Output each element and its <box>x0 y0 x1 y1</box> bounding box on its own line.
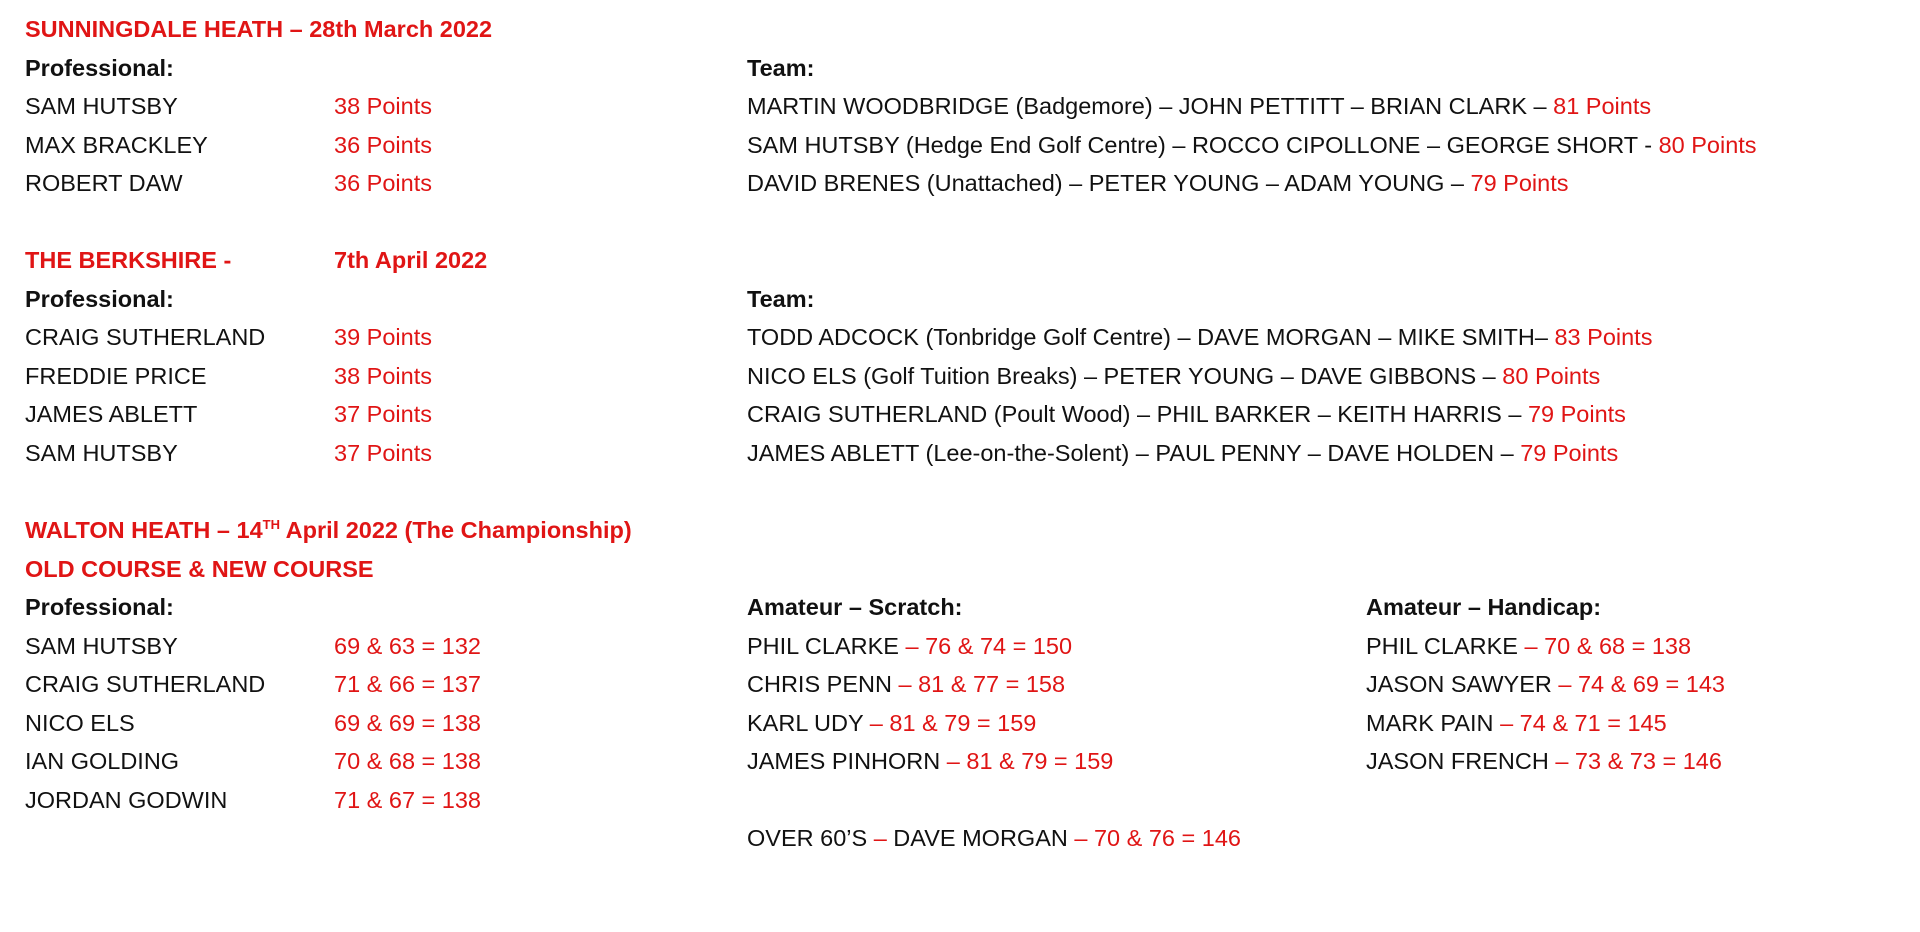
pro-score: 38 Points <box>334 363 432 389</box>
sunningdale-team-heading: Team: <box>747 55 815 81</box>
over60-entry <box>747 823 1241 853</box>
walton-title-sup: TH <box>262 517 280 532</box>
team-entry <box>747 91 1651 121</box>
pro-name: IAN GOLDING <box>25 748 180 774</box>
pro-name: NICO ELS <box>25 710 135 736</box>
team-members: JAMES ABLETT (Lee-on-the-Solent) – PAUL PENNY – DAVE HOLDEN – <box>747 440 1521 466</box>
pro-name: ROBERT DAW <box>25 170 183 196</box>
pro-score: 69 & 69 = 138 <box>334 710 482 736</box>
scratch-name: PHIL CLARKE <box>747 633 906 659</box>
scratch-entry <box>747 669 1065 699</box>
over60-score: – 70 & 76 = 146 <box>1074 825 1241 851</box>
handicap-entry <box>1366 631 1691 661</box>
pro-score: 36 Points <box>334 132 432 158</box>
handicap-name: JASON SAWYER <box>1366 671 1559 697</box>
scratch-entry <box>747 708 1036 738</box>
team-members: TODD ADCOCK (Tonbridge Golf Centre) – DAVE MORGAN – MIKE SMITH– <box>747 324 1555 350</box>
sunningdale-pro-heading: Professional: <box>25 55 174 81</box>
walton-title-pre: WALTON HEATH – 14 <box>25 517 263 543</box>
berkshire-date: 7th April 2022 <box>334 247 488 273</box>
handicap-entry <box>1366 746 1722 776</box>
handicap-score: – 74 & 71 = 145 <box>1500 710 1667 736</box>
pro-name: MAX BRACKLEY <box>25 132 208 158</box>
pro-name: SAM HUTSBY <box>25 440 178 466</box>
pro-score: 39 Points <box>334 324 432 350</box>
team-score: 79 Points <box>1527 401 1626 427</box>
team-members: CRAIG SUTHERLAND (Poult Wood) – PHIL BARKER – KEITH HARRIS – <box>747 401 1528 427</box>
berkshire-title: THE BERKSHIRE - <box>25 247 232 273</box>
over60-dash: – <box>873 825 887 851</box>
walton-title-post: April 2022 (The Championship) <box>279 517 632 543</box>
berkshire-pro-heading: Professional: <box>25 286 174 312</box>
pro-score: 38 Points <box>334 93 432 119</box>
team-score: 80 Points <box>1658 132 1757 158</box>
pro-score: 36 Points <box>334 170 432 196</box>
handicap-score: – 74 & 69 = 143 <box>1558 671 1725 697</box>
team-entry <box>747 130 1757 160</box>
pro-score: 37 Points <box>334 401 432 427</box>
team-score: 83 Points <box>1554 324 1653 350</box>
handicap-score: – 70 & 68 = 138 <box>1524 633 1692 659</box>
team-score: 79 Points <box>1470 170 1569 196</box>
team-entry <box>747 168 1569 198</box>
team-members: NICO ELS (Golf Tuition Breaks) – PETER YOUNG – DAVE GIBBONS – <box>747 363 1503 389</box>
walton-pro-heading: Professional: <box>25 594 174 620</box>
pro-name: CRAIG SUTHERLAND <box>25 671 266 697</box>
berkshire-team-heading: Team: <box>747 286 815 312</box>
pro-score: 71 & 67 = 138 <box>334 787 482 813</box>
team-members: DAVID BRENES (Unattached) – PETER YOUNG – ADAM YOUNG – <box>747 170 1471 196</box>
team-entry <box>747 322 1652 352</box>
scratch-name: CHRIS PENN <box>747 671 899 697</box>
scratch-score: – 76 & 74 = 150 <box>905 633 1073 659</box>
team-members: SAM HUTSBY (Hedge End Golf Centre) – ROCCO CIPOLLONE – GEORGE SHORT - <box>747 132 1659 158</box>
walton-title <box>25 515 632 545</box>
over60-label: OVER 60’S <box>747 825 874 851</box>
pro-score: 70 & 68 = 138 <box>334 748 482 774</box>
pro-name: CRAIG SUTHERLAND <box>25 324 266 350</box>
walton-subtitle: OLD COURSE & NEW COURSE <box>25 556 374 582</box>
pro-name: JAMES ABLETT <box>25 401 198 427</box>
pro-name: SAM HUTSBY <box>25 93 178 119</box>
scratch-name: JAMES PINHORN <box>747 748 947 774</box>
handicap-name: MARK PAIN <box>1366 710 1501 736</box>
pro-name: FREDDIE PRICE <box>25 363 207 389</box>
pro-score: 69 & 63 = 132 <box>334 633 482 659</box>
handicap-score: – 73 & 73 = 146 <box>1555 748 1722 774</box>
pro-name: JORDAN GODWIN <box>25 787 228 813</box>
over60-name: DAVE MORGAN <box>886 825 1075 851</box>
pro-name: SAM HUTSBY <box>25 633 178 659</box>
pro-score: 71 & 66 = 137 <box>334 671 482 697</box>
sunningdale-title: SUNNINGDALE HEATH – 28th March 2022 <box>25 16 493 42</box>
team-score: 79 Points <box>1520 440 1619 466</box>
handicap-name: PHIL CLARKE <box>1366 633 1525 659</box>
scratch-score: – 81 & 77 = 158 <box>898 671 1066 697</box>
team-score: 80 Points <box>1502 363 1601 389</box>
team-entry <box>747 361 1600 391</box>
pro-score: 37 Points <box>334 440 432 466</box>
team-entry <box>747 438 1618 468</box>
scratch-entry <box>747 631 1072 661</box>
handicap-entry <box>1366 669 1725 699</box>
team-members: MARTIN WOODBRIDGE (Badgemore) – JOHN PETTITT – BRIAN CLARK – <box>747 93 1554 119</box>
team-entry <box>747 399 1626 429</box>
scratch-score: – 81 & 79 = 159 <box>869 710 1037 736</box>
scratch-name: KARL UDY <box>747 710 870 736</box>
scratch-entry <box>747 746 1113 776</box>
handicap-name: JASON FRENCH <box>1366 748 1556 774</box>
walton-handicap-heading: Amateur – Handicap: <box>1366 594 1602 620</box>
handicap-entry <box>1366 708 1667 738</box>
scratch-score: – 81 & 79 = 159 <box>946 748 1114 774</box>
team-score: 81 Points <box>1553 93 1652 119</box>
walton-scratch-heading: Amateur – Scratch: <box>747 594 963 620</box>
